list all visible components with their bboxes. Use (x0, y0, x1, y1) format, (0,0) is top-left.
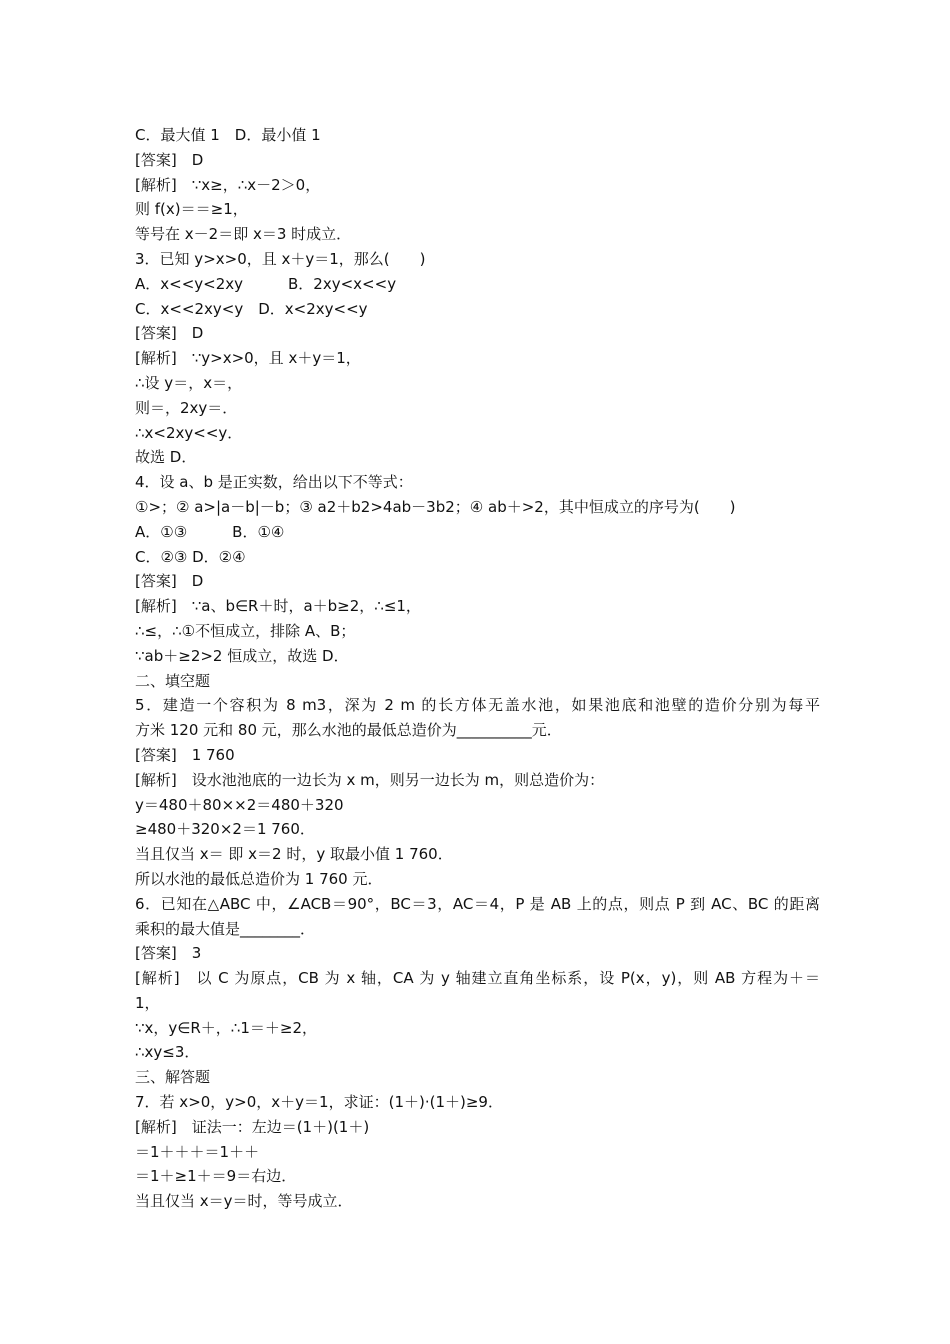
text-line: C．最大值 1 D．最小值 1 (135, 126, 321, 144)
text-line: 则＝，2xy＝． (135, 398, 238, 417)
text-line: ≥480＋320×2＝1 760． (135, 820, 315, 839)
text-line: [解析] ∵x≥，∴x－2＞0， (135, 175, 321, 194)
text-line: ＝1＋≥1＋＝9＝右边． (135, 1167, 297, 1186)
text-line: ∵ab＋≥2>2 恒成立，故选 D． (135, 646, 349, 665)
text-line: [解析] 证法一：左边＝(1＋)(1＋) (135, 1117, 370, 1136)
question-7: 7．若 x>0，y>0，x＋y＝1，求证：(1＋)·(1＋)≥9． (135, 1093, 503, 1112)
text-line: ∴设 y＝，x＝， (135, 373, 243, 392)
text-line: C．x<<2xy<y D．x<2xy<<y (135, 299, 368, 318)
section-heading: 三、解答题 (135, 1068, 211, 1087)
text-line: [解析] 设水池池底的一边长为 x m，则另一边长为 m，则总造价为： (135, 770, 605, 789)
text-line: y＝480＋80××2＝480＋320 (135, 795, 344, 814)
text-line: [解析] ∵a、b∈R＋时，a＋b≥2，∴≤1， (135, 597, 421, 616)
text-line: [答案] D (135, 572, 204, 591)
text-line: ＝1＋＋＋＝1＋＋ (135, 1142, 260, 1161)
text-line: 当且仅当 x＝y＝时，等号成立． (135, 1192, 353, 1211)
text-line: A．①③ B．①④ (135, 522, 285, 541)
text-line: 1， (135, 993, 160, 1012)
question-6: 6．已知在△ABC 中，∠ACB＝90°，BC＝3，AC＝4，P 是 AB 上的点，则点 P 到 AC、BC 的距离 (135, 894, 820, 913)
document-body (135, 123, 820, 1214)
text-line: 则 f(x)＝＝≥1， (135, 200, 248, 219)
text-line: 乘积的最大值是________． (135, 919, 316, 938)
text-line: 故选 D． (135, 448, 197, 467)
text-line: [答案] D (135, 150, 204, 169)
text-line: 当且仅当 x＝ 即 x＝2 时，y 取最小值 1 760． (135, 845, 453, 864)
text-line: 等号在 x－2＝即 x＝3 时成立． (135, 225, 352, 244)
text-line: ∵x，y∈R＋，∴1＝＋≥2， (135, 1018, 317, 1037)
text-line: C．②③ D．②④ (135, 547, 246, 566)
text-line: 所以水池的最低总造价为 1 760 元． (135, 869, 383, 888)
section-heading: 二、填空题 (135, 671, 211, 690)
text-line: ∴≤，∴①不恒成立，排除 A、B； (135, 621, 356, 640)
text-line: ∴x<2xy<<y． (135, 423, 243, 442)
text-line: 方米 120 元和 80 元，那么水池的最低总造价为__________元． (135, 721, 562, 740)
text-line: ①>；② a>|a－b|－b；③ a2＋b2>4ab－3b2；④ ab＋>2，其中恒成立的序号为( ) (135, 497, 736, 516)
question-3: 3．已知 y>x>0，且 x＋y＝1，那么( ) (135, 249, 426, 268)
text-line: [答案] 3 (135, 944, 202, 963)
question-5: 5．建造一个容积为 8 m3，深为 2 m 的长方体无盖水池，如果池底和池壁的造价分别为每平 (135, 696, 820, 715)
text-line: [解析] 以 C 为原点，CB 为 x 轴，CA 为 y 轴建立直角坐标系，设 P(x，y)，则 AB 方程为＋＝ (135, 969, 820, 988)
text-line: [解析] ∵y>x>0，且 x＋y＝1， (135, 349, 361, 368)
question-4: 4．设 a、b 是正实数，给出以下不等式： (135, 473, 413, 492)
text-line: A．x<<y<2xy B．2xy<x<<y (135, 274, 397, 293)
text-line: [答案] D (135, 324, 204, 343)
text-line: [答案] 1 760 (135, 745, 235, 764)
text-line: ∴xy≤3． (135, 1043, 200, 1062)
